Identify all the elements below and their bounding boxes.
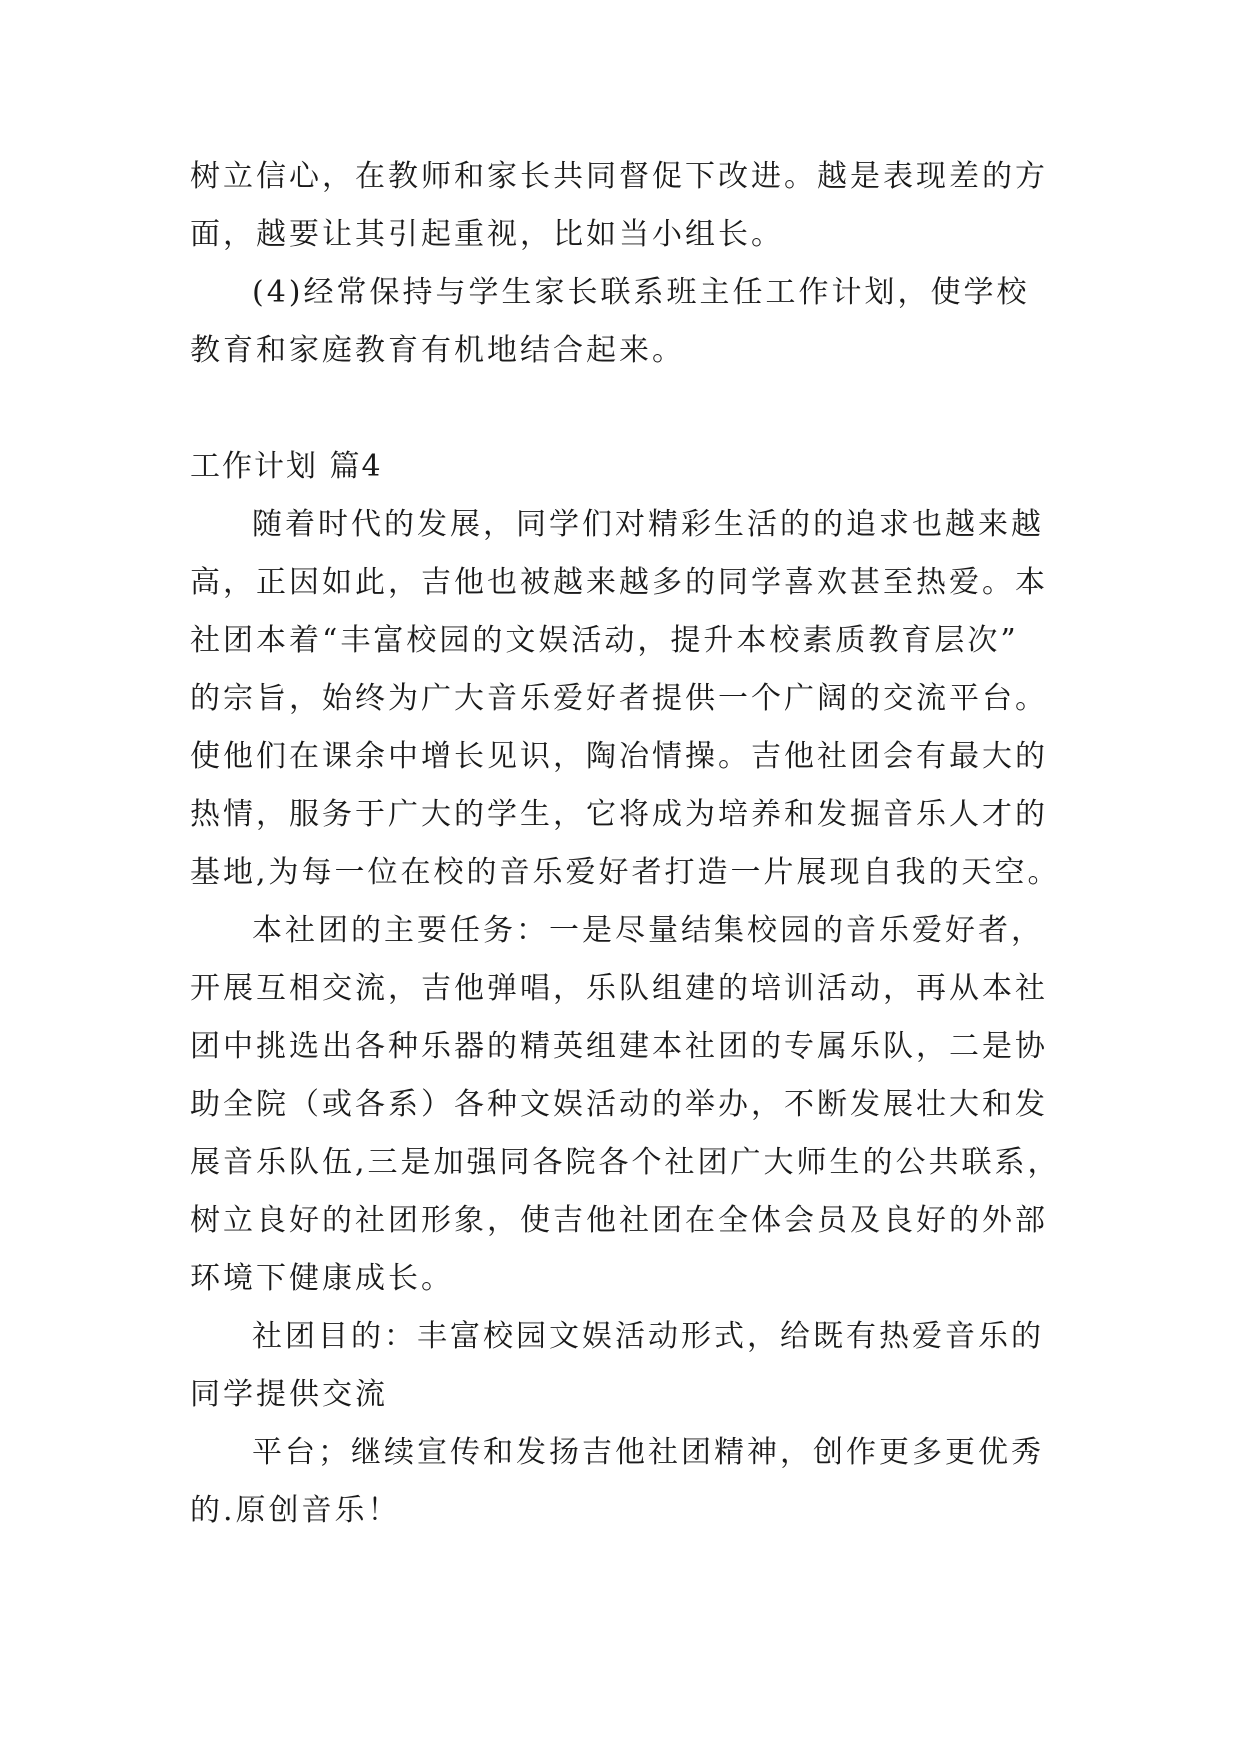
paragraph-line: 树立信心，在教师和家长共同督促下改进。越是表现差的方 [190,159,1048,194]
section-heading: 工作计划 篇4 [190,449,383,484]
paragraph-line: 平台；继续宣传和发扬吉他社团精神，创作更多更优秀 [252,1435,1044,1470]
paragraph-line: 教育和家庭教育有机地结合起来。 [190,333,685,368]
paragraph-line: 助全院（或各系）各种文娱活动的举办，不断发展壮大和发 [190,1087,1048,1122]
paragraph-line: 基地,为每一位在校的音乐爱好者打造一片展现自我的天空。 [190,855,1061,890]
paragraph-line: 使他们在课余中增长见识，陶冶情操。吉他社团会有最大的 [190,739,1048,774]
paragraph-line: 环境下健康成长。 [190,1261,454,1296]
document-body [190,148,1061,1540]
paragraph-line: 展音乐队伍,三是加强同各院各个社团广大师生的公共联系， [190,1145,1061,1180]
paragraph-line: 社团目的：丰富校园文娱活动形式，给既有热爱音乐的 [252,1319,1044,1354]
section-spacer [190,380,1050,438]
paragraph-line: 团中挑选出各种乐器的精英组建本社团的专属乐队，二是协 [190,1029,1048,1064]
paragraph-line: 社团本着“丰富校园的文娱活动，提升本校素质教育层次” [190,623,1019,658]
paragraph-line: 高，正因如此，吉他也被越来越多的同学喜欢甚至热爱。本 [190,565,1048,600]
paragraph-line: 树立良好的社团形象，使吉他社团在全体会员及良好的外部 [190,1203,1048,1238]
paragraph-line: 随着时代的发展，同学们对精彩生活的的追求也越来越 [252,507,1044,542]
paragraph-line: 面，越要让其引起重视，比如当小组长。 [190,217,784,252]
paragraph-line: 热情，服务于广大的学生，它将成为培养和发掘音乐人才的 [190,797,1048,832]
paragraph-line: 的.原创音乐！ [190,1493,401,1528]
paragraph-line: 的宗旨，始终为广大音乐爱好者提供一个广阔的交流平台。 [190,681,1048,716]
paragraph-line: 本社团的主要任务：一是尽量结集校园的音乐爱好者， [252,913,1044,948]
paragraph-line: (4)经常保持与学生家长联系班主任工作计划，使学校 [252,275,1030,310]
paragraph-line: 开展互相交流，吉他弹唱，乐队组建的培训活动，再从本社 [190,971,1048,1006]
paragraph-line: 同学提供交流 [190,1377,388,1412]
